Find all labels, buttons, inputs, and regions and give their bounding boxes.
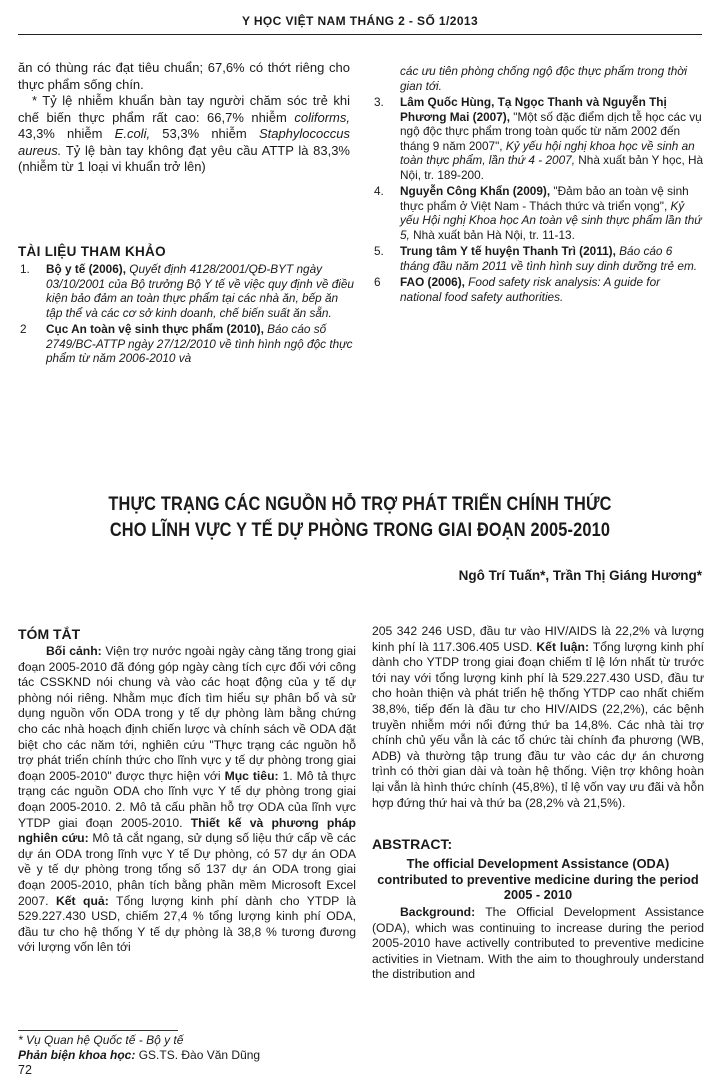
article-authors: Ngô Trí Tuấn*, Trần Thị Giáng Hương* xyxy=(458,568,702,583)
summary-right-column xyxy=(372,624,704,811)
article-title xyxy=(66,492,654,544)
abstract-body xyxy=(372,905,704,983)
previous-article-conclusion xyxy=(18,60,350,176)
reference-2: 2 Cục An toàn vệ sinh thực phẩm (2010), Báo cáo số 2749/BC-ATTP ngày 27/12/2010 về tình hình ngộ độc thực phẩm từ năm 2006-2010 và xyxy=(20,322,353,365)
reference-6: 6 FAO (2006), Food safety risk analysis: A guide for national food safety authorities. xyxy=(374,275,661,304)
reference-4: 4. Nguyễn Công Khẩn (2009), "Đảm bảo an toàn vệ sinh thực phẩm ở Việt Nam - Thách thức và triển vọng", Kỷ yếu Hội nghị Khoa học An toàn vệ sinh thực phẩm lần thứ 5, Nhà xuất bản Hà Nội, tr. 11-13. xyxy=(374,184,702,242)
reference-list-left xyxy=(18,262,354,368)
page-number: 72 xyxy=(18,1063,32,1077)
reference-5: 5. Trung tâm Y tế huyện Thanh Trì (2011), Báo cáo 6 tháng đầu năm 2011 về tình hình suy dinh dưỡng trẻ em. xyxy=(374,244,698,273)
summary-paragraph: Bối cảnh: Viện trợ nước ngoài ngày càng tăng trong giai đoạn 2005-2010 đã đóng góp ngày càng tích cực đối với công tác CSSKND nói chung và vào các hoạt động của y tế dự phòng nói riêng. Nhằm mục đích tìm hiểu sự phân bổ và sử dụng nguồn vốn ODA trong y tế dự phòng làm bằng chứng cho các nhà hoạch định chiến lược và chính sách về ODA đặt biệt cho các năm tới, nghiên cứu "Thực trạng các nguồn hỗ trợ phát triển chính thức cho lĩnh vực y tế dự phòng trong giai đoạn 2005-2010" được thực hiện với Mục tiêu: 1. Mô tả thực trạng các nguồn ODA cho lĩnh vực Y tế dự phòng trong giai đoạn 2005-2010. 2. Mô tả cấu phần hỗ trợ ODA của lĩnh vực YTDP giai đoạn 2005-2010. Thiết kế và phương pháp nghiên cứu: Mô tả cắt ngang, sử dụng số liệu thứ cấp về các dự án ODA trong lĩnh vực Y tế Dự phòng, có 57 dự án ODA về y tế dự phòng trong tổng số 137 dự án ODA trong giai đoạn 2005-2010, phân tích bằng phần mềm Microsoft Excel 2007. Kết quả: Tổng lượng kinh phí dành cho YTDP là 529.227.430 USD, chiếm 27,4 % tổng lượng kinh phí ODA, đầu tư cho hệ thống Y tế dự phòng là 38,8 % tương đương với lượng vốn lên tới xyxy=(18,644,357,955)
references-heading: TÀI LIỆU THAM KHẢO xyxy=(18,244,166,259)
footnote-divider xyxy=(18,1030,178,1031)
article-title-line-2: CHO LĨNH VỰC Y TẾ DỰ PHÒNG TRONG GIAI ĐOẠN 2005-2010 xyxy=(109,520,611,541)
author-affiliation: * Vụ Quan hệ Quốc tế - Bộ y tế xyxy=(18,1033,184,1047)
abstract-title: The official Development Assistance (ODA) contributed to preventive medicine during the period 2005 - 2010 xyxy=(377,856,699,902)
abstract-paragraph: Background: The Official Development Assistance (ODA), which was continuing to increase during the period 2005-2010 have activelly contributed to preventive medicine activities in Vietnam. With the aim to thoughrouly understand the distribution and xyxy=(372,905,704,982)
reference-list-right xyxy=(372,64,704,306)
summary-continuation: 205 342 246 USD, đầu tư vào HIV/AIDS là 22,2% và lượng kinh phí là 117.306.405 USD. Kết luận: Tổng lượng kinh phí dành cho YTDP trong giai đoạn chiếm tỉ lệ lớn nhất từ trước tới nay với tổng lượng kinh phí là 529.227.430 USD, đầu tư cho hoàn thiện và phát triển hệ thống YTDP cao nhất chiếm 38,8%, tiếp đến là đầu tư cho HIV/AIDS (22,2%), các bệnh truyền nhiễm mới nổi đứng thứ ba 14,8%. Các nhà tài trợ chính chủ yếu vẫn là các tổ chức tài chính đa phương (WB, ADB) và thường tập trung đầu tư vào các dự án chương trình có thời gian dài và toàn hệ thống. Viện trợ không hoàn lại vẫn là hình thức chính (45,8%), tỉ lệ vốn vay ưu đãi và hỗn hợp đứng thứ hai và thứ ba (28,2% và 21,5%). xyxy=(372,624,704,810)
reference-3: 3. Lâm Quốc Hùng, Tạ Ngọc Thanh và Nguyễn Thị Phương Mai (2007), "Một số đặc điểm dịch tễ học các vụ ngộ độc thực phẩm trong toàn quốc từ năm 2002 đến tháng 9 năm 2007", Kỷ yếu hội nghị khoa học về sinh an toàn thực phẩm, lần thứ 4 - 2007, Nhà xuất bản Y học, Hà Nội, tr. 189-200. xyxy=(374,95,704,182)
running-header xyxy=(18,8,702,35)
summary-left-column xyxy=(18,644,356,956)
reference-1: 1. Bộ y tế (2006), Quyết định 4128/2001/QĐ-BYT ngày 03/10/2001 của Bộ trưởng Bộ Y tế về việc quy định về điều kiện bảo đảm an toàn thực phẩm tại các nhà ăn, bếp ăn tập thể và các cơ sở kinh doanh, chế biến suất ăn sẵn. xyxy=(20,262,354,320)
abstract-heading: ABSTRACT: xyxy=(372,836,453,852)
reference-2-continued: các ưu tiên phòng chống ngộ độc thực phẩm trong thời gian tới. xyxy=(400,64,688,93)
journal-issue: Y HỌC VIỆT NAM THÁNG 2 - SỐ 1/2013 xyxy=(241,14,479,28)
article-title-line-1: THỰC TRẠNG CÁC NGUỒN HỖ TRỢ PHÁT TRIỂN CHÍNH THỨC xyxy=(108,494,612,515)
scientific-reviewer: Phản biện khoa học: GS.TS. Đào Văn Dũng xyxy=(18,1048,261,1062)
summary-heading: TÓM TẮT xyxy=(18,626,81,642)
intro-paragraph-1: ăn có thùng rác đạt tiêu chuẩn; 67,6% có thớt riêng cho thực phẩm sống chín. xyxy=(18,60,350,92)
intro-paragraph-2: * Tỷ lệ nhiễm khuẩn bàn tay người chăm sóc trẻ khi chế biến thực phẩm rất cao: 66,7% nhiễm coliforms, 43,3% nhiễm E.coli, 53,3% nhiễm Staphylococcus aureus. Tỷ lệ bàn tay không đạt yêu cầu ATTP là 83,3% (nhiễm từ 1 loại vi khuẩn trở lên) xyxy=(18,93,350,174)
footnotes xyxy=(18,1033,260,1063)
